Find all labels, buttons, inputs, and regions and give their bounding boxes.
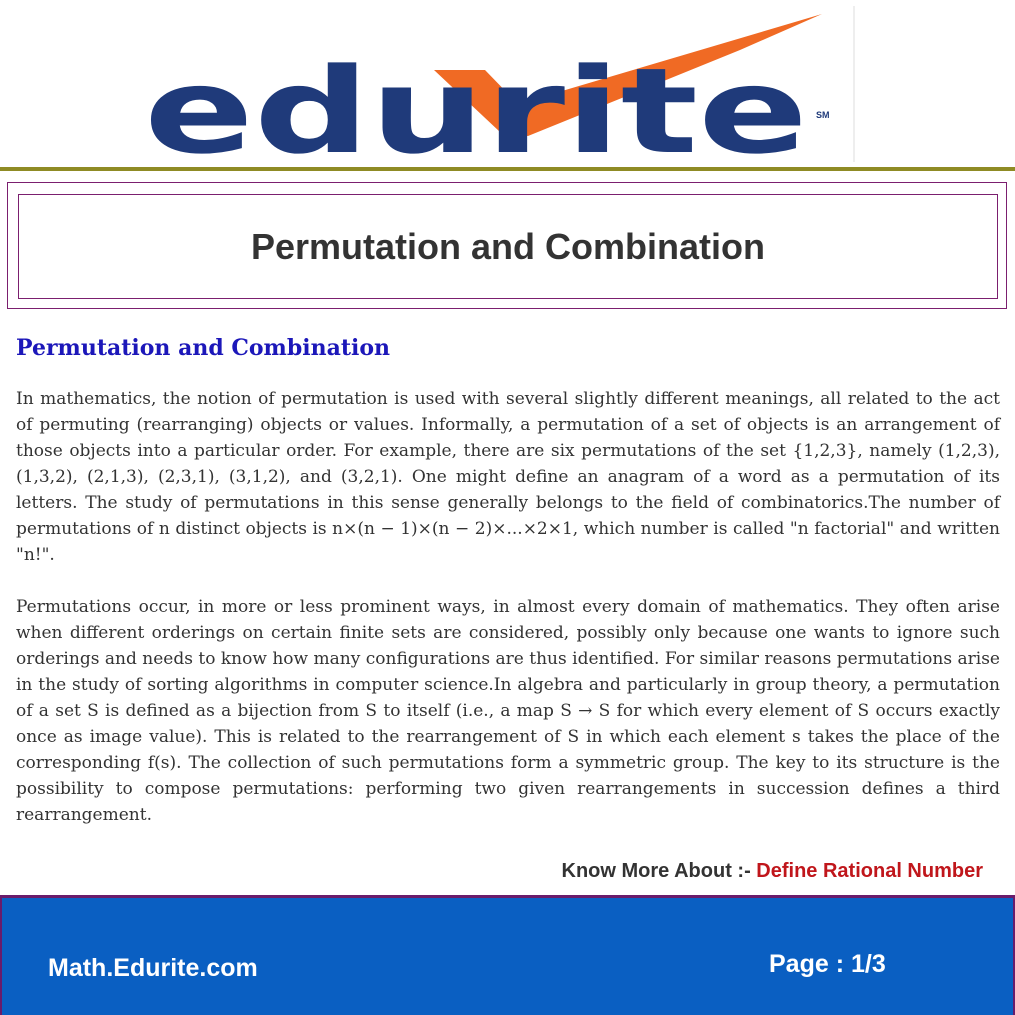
article-heading: Permutation and Combination <box>16 335 391 361</box>
know-more-label: Know More About :- <box>561 860 757 882</box>
page-counter: Page : 1/3 <box>769 950 886 978</box>
footer-bar <box>0 895 1015 1015</box>
header-divider <box>0 167 1015 171</box>
article-paragraph-2: Permutations occur, in more or less prominent ways, in almost every domain of mathematics. They often arise when different orderings on certain finite sets are considered, possibly only because one wants to ignore such orderings and needs to know how many configurations are thus identified. For similar reasons permutations arise in the study of sorting algorithms in computer science.In algebra and particularly in group theory, a permutation of a set S is defined as a bijection from S to itself (i.e., a map S → S for which every element of S occurs exactly once as image value). This is related to the rearrangement of S in which each element s takes the place of the corresponding f(s). The collection of such permutations form a symmetric group. The key to its structure is the possibility to compose permutations: performing two given rearrangements in succession defines a third rearrangement. <box>16 597 1000 825</box>
site-name: Math.Edurite.com <box>48 954 258 982</box>
article-paragraph-1: In mathematics, the notion of permutation is used with several slightly different meanings, all related to the act of permuting (rearranging) objects or values. Informally, a permutation of a set of objects is an arrangement of those objects into a particular order. For example, there are six permutations of the set {1,2,3}, namely (1,2,3), (1,3,2), (2,1,3), (2,3,1), (3,1,2), and (3,2,1). One might define an anagram of a word as a permutation of its letters. The study of permutations in this sense generally belongs to the field of combinatorics.The number of permutations of n distinct objects is n×(n − 1)×(n − 2)×...×2×1, which number is called "n factorial" and written "n!". <box>16 389 1000 565</box>
service-mark: SM <box>816 110 830 120</box>
know-more-line <box>562 860 983 883</box>
edurite-logo <box>140 6 856 162</box>
article <box>16 332 1000 854</box>
logo-wordmark: edurite <box>144 42 808 162</box>
page-title: Permutation and Combination <box>250 225 765 267</box>
define-rational-number-link[interactable]: Define Rational Number <box>756 860 983 882</box>
title-frame-inner <box>18 194 998 299</box>
